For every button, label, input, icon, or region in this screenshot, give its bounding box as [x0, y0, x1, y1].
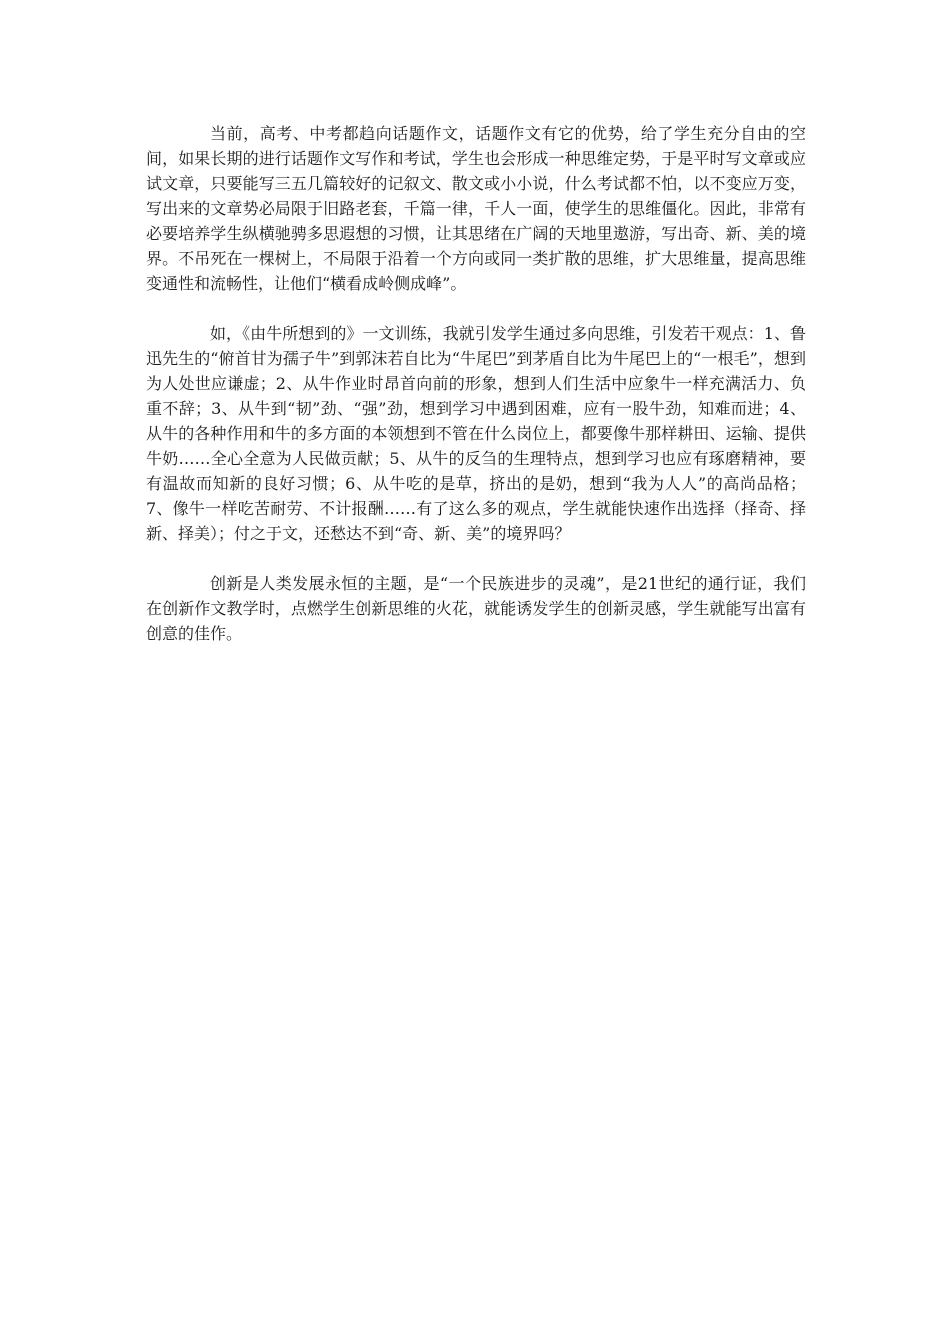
- paragraph-1: 当前，高考、中考都趋向话题作文，话题作文有它的优势，给了学生充分自由的空间，如果长期的进行话题作文写作和考试，学生也会形成一种思维定势，于是平时写文章或应试文章，只要能写三五几篇较好的记叙文、散文或小小说，什么考试都不怕，以不变应万变，写出来的文章势必局限于旧路老套，千篇一律，千人一面，使学生的思维僵化。因此，非常有必要培养学生纵横驰骋多思遐想的习惯，让其思绪在广阔的天地里遨游，写出奇、新、美的境界。不吊死在一棵树上，不局限于沿着一个方向或同一类扩散的思维，扩大思维量，提高思维变通性和流畅性，让他们“横看成岭侧成峰”。: [146, 124, 806, 293]
- paragraph-3: 创新是人类发展永恒的主题，是“一个民族进步的灵魂”，是21世纪的通行证，我们在创新作文教学时，点燃学生创新思维的火花，就能诱发学生的创新灵感，学生就能写出富有创意的佳作。: [146, 574, 806, 643]
- paragraph-2: 如，《由牛所想到的》一文训练，我就引发学生通过多向思维，引发若干观点：1、鲁迅先生的“俯首甘为孺子牛”到郭沫若自比为“牛尾巴”到茅盾自比为牛尾巴上的“一根毛”，想到为人处世应谦虚；2、从牛作业时昂首向前的形象，想到人们生活中应象牛一样充满活力、负重不辞；3、从牛到“韧”劲、“强”劲，想到学习中遇到困难，应有一股牛劲，知难而进；4、从牛的各种作用和牛的多方面的本领想到不管在什么岗位上，都要像牛那样耕田、运输、提供牛奶……全心全意为人民做贡献；5、从牛的反刍的生理特点，想到学习也应有琢磨精神，要有温故而知新的良好习惯；6、从牛吃的是草，挤出的是奶，想到“我为人人”的高尚品格；7、像牛一样吃苦耐劳、不计报酬……有了这么多的观点，学生就能快速作出选择（择奇、择新、择美）；付之于文，还愁达不到“奇、新、美”的境界吗？: [146, 324, 806, 543]
- document-body: [146, 121, 806, 646]
